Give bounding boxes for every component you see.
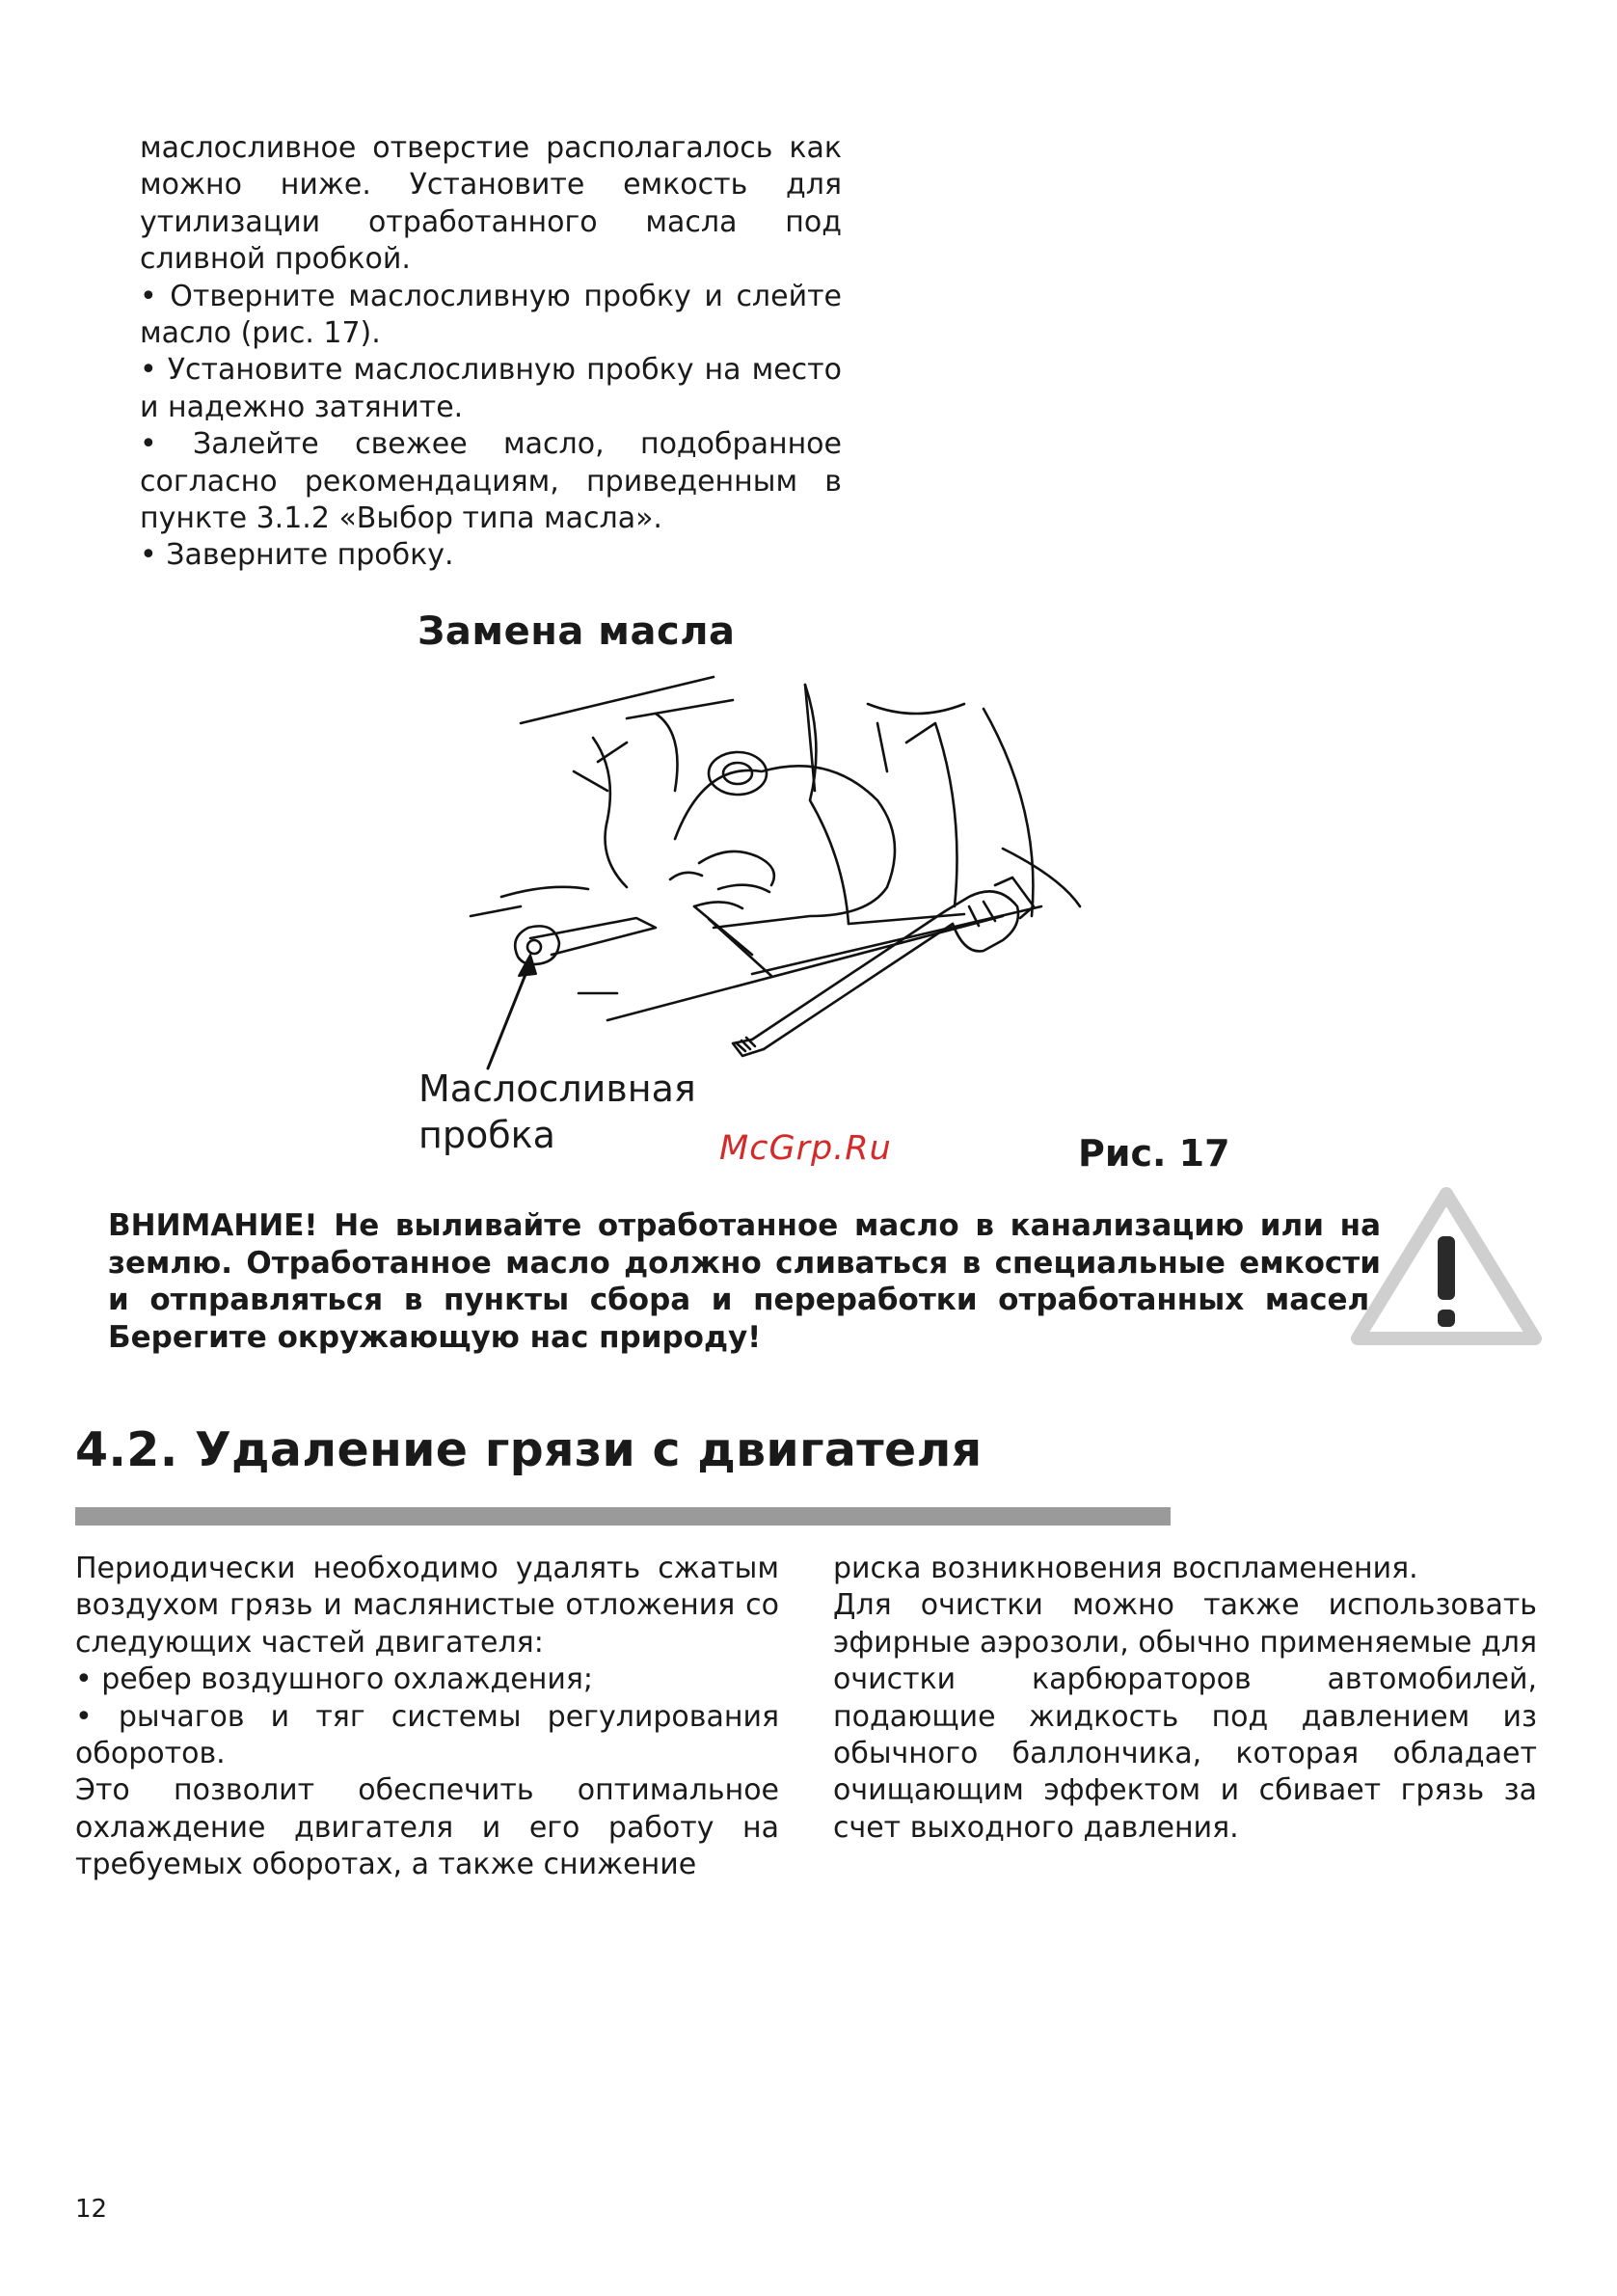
oil-change-illustration (463, 665, 1253, 1128)
section-title: 4.2. Удаление грязи с двигателя (75, 1422, 983, 1477)
top-paragraph (140, 130, 842, 575)
bullet-item: • рычагов и тяг системы регулирования оборотов. (75, 1699, 779, 1771)
paragraph-line: маслосливное отверстие располагалось как можно ниже. Установите емкость для утилизации отработанного масла под сливной пробкой. (140, 131, 842, 277)
right-column-text (833, 1551, 1537, 1847)
bullet-item: • Заверните пробку. (140, 538, 454, 573)
figure-title: Замена масла (418, 609, 736, 654)
paragraph-line: Периодически необходимо удалять сжатым воздухом грязь и маслянистые отложения со следующих частей двигателя: (75, 1552, 779, 1660)
warning-triangle-icon (1350, 1184, 1543, 1348)
paragraph-line: риска возникновения воспламенения. (833, 1552, 1418, 1585)
paragraph-line: Это позволит обеспечить оптимальное охлаждение двигателя и его работу на требуемых оборотах, а также снижение (75, 1773, 779, 1882)
section-divider (75, 1507, 1171, 1526)
figure-number: Рис. 17 (1078, 1132, 1230, 1175)
watermark: McGrp.Ru (719, 1129, 892, 1168)
warning-notice: ВНИМАНИЕ! Не выливайте отработанное масло в канализацию или на землю. Отработанное масло должно сливаться в специальные емкости и отправляться в пункты сбора и переработки отработанных масел. Берегите окружающую нас природу! (108, 1208, 1381, 1355)
left-column-text (75, 1551, 779, 1884)
callout-line: Маслосливная (418, 1067, 696, 1110)
bullet-item: • Отверните маслосливную пробку и слейте масло (рис. 17). (140, 279, 842, 351)
bullet-item: • Установите маслосливную пробку на место и надежно затяните. (140, 353, 842, 424)
bullet-item: • ребер воздушного охлаждения; (75, 1662, 593, 1697)
bullet-item: • Залейте свежее масло, подобранное согласно рекомендациям, приведенным в пункте 3.1.2 «Выбор типа масла». (140, 427, 842, 536)
callout-line: пробка (418, 1114, 555, 1156)
page-number: 12 (75, 2195, 108, 2224)
plug-callout-label (418, 1066, 696, 1158)
paragraph-line: Для очистки можно также использовать эфирные аэрозоли, обычно применяемые для очистки карбюраторов автомобилей, подающие жидкость под давлением из обычного баллончика, которая обладает очищающим эффектом и сбивает грязь за счет выходного давления. (833, 1588, 1537, 1845)
